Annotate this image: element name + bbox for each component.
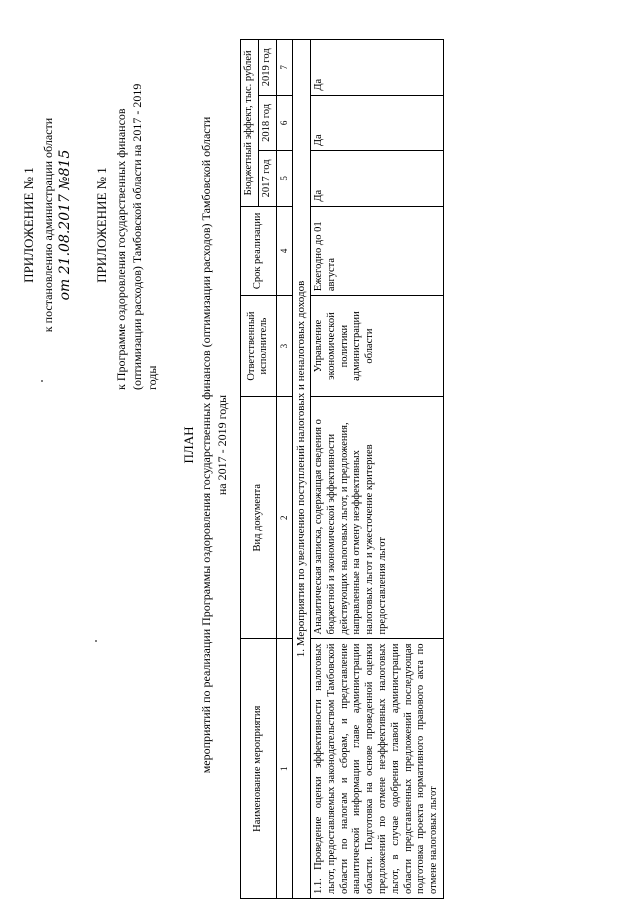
col-number: 7 [276, 40, 292, 96]
header-2017: 2017 год [258, 151, 276, 207]
annex2-body: к Программе оздоровления государственных финансов (оптимизации расходов) Тамбовской области на 2017 - 2019 годы [114, 83, 160, 390]
plan-heading: ПЛАН [181, 426, 196, 464]
header-block [20, 15, 161, 435]
header-2019: 2019 год [258, 40, 276, 96]
plan-title [180, 25, 230, 865]
annex2-block [93, 15, 161, 435]
header-exec: Ответственный исполнитель [241, 296, 277, 397]
plan-table [240, 39, 444, 899]
col-number: 5 [276, 151, 292, 207]
cell-2018: Да [310, 95, 443, 151]
table-row [310, 40, 443, 899]
cell-2019: Да [310, 40, 443, 96]
cell-2017: Да [310, 151, 443, 207]
header-2018: 2018 год [258, 95, 276, 151]
cell-name: 1.1. Проведение оценки эффективности налоговых льгот, предоставляемых законодательством Тамбовской области по налогам и сборам, и представление аналитической информации главе администрации области. Подготовка на основе проведенной оценки предложений по отмене неэффективных налоговых льгот, в случае одобрения главой администрации области представленных предложений последующая подготовка проекта нормативного правового акта по отмене налоговых льгот [310, 639, 443, 899]
section-row [292, 40, 310, 899]
annex2-title: ПРИЛОЖЕНИЕ № 1 [93, 167, 109, 283]
column-numbers-row [276, 40, 292, 899]
section-title: 1. Мероприятия по увеличению поступлений налоговых и неналоговых доходов [292, 40, 310, 899]
col-number: 2 [276, 397, 292, 640]
col-number: 6 [276, 95, 292, 151]
header-doc: Вид документа [241, 397, 277, 640]
plan-line1: мероприятий по реализации Программы оздоровления государственных финансов (оптимизации расходов) Тамбовской области [198, 116, 213, 774]
cell-exec: Управление экономической политики администрации области [310, 296, 443, 397]
annex1-title: ПРИЛОЖЕНИЕ № 1 [21, 167, 36, 283]
header-budget: Бюджетный эффект, тыс. рублей [241, 40, 259, 207]
annex1-subtitle: к постановлению администрации области [40, 117, 55, 333]
table-header-row [241, 40, 259, 899]
plan-line2: на 2017 - 2019 годы [214, 394, 229, 496]
col-number: 1 [276, 639, 292, 899]
col-number: 3 [276, 296, 292, 397]
header-term: Срок реализации [241, 206, 277, 296]
annex1-signature: от 21.08.2017 №815 [56, 149, 73, 301]
cell-doc: Аналитическая записка, содержащая сведения о бюджетной и экономической эффективности действующих налоговых льгот, и предложения, направленные на отмену неэффективных налоговых льгот и ужесточение критериев предоставления льгот [310, 397, 443, 640]
cell-term: Ежегодно до 01 августа [310, 206, 443, 296]
col-number: 4 [276, 206, 292, 296]
header-name: Наименование мероприятия [241, 639, 277, 899]
